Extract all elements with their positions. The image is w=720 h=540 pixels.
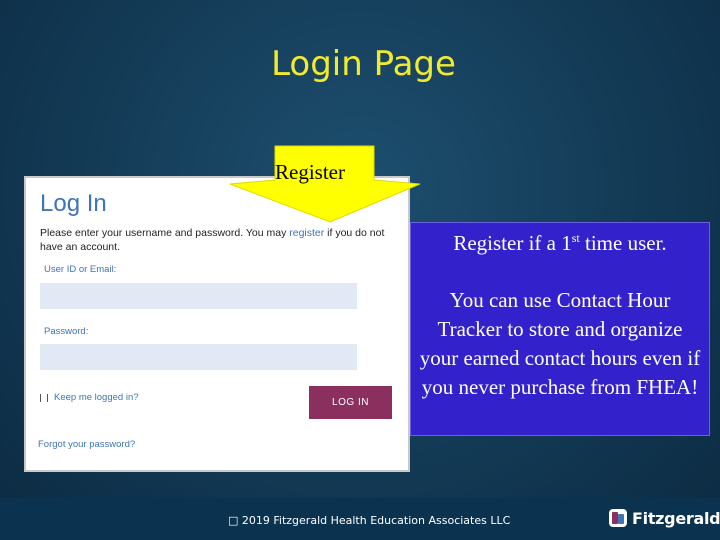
user-id-label: User ID or Email:: [44, 264, 117, 275]
remember-label[interactable]: Keep me logged in?: [54, 392, 139, 403]
info-first-line: [411, 231, 709, 256]
footer: [0, 498, 720, 540]
login-button[interactable]: LOG IN: [309, 386, 392, 419]
copyright-text: □ 2019 Fitzgerald Health Education Associates LLC: [228, 514, 511, 527]
info-box: [410, 222, 710, 436]
register-link[interactable]: register: [289, 227, 325, 239]
password-label: Password:: [44, 326, 89, 337]
login-heading: Log In: [40, 190, 107, 217]
info-line1-suffix: time user.: [579, 231, 667, 255]
fitzgerald-logo: [608, 508, 720, 528]
info-line1-prefix: Register if a 1: [453, 231, 572, 255]
instructions-text-end: if you do not have an account.: [40, 227, 385, 253]
forgot-password-link[interactable]: Forgot your password?: [38, 439, 136, 450]
callout-label: Register: [275, 160, 345, 184]
logo-text: Fitzgerald: [632, 508, 720, 528]
slide-title: Login Page: [271, 44, 456, 84]
info-line1-sup: st: [571, 231, 580, 245]
info-body: You can use Contact Hour Tracker to store and organize your earned contact hours even if you never purchase from FHEA!: [419, 288, 701, 399]
fitzgerald-logo-icon: [608, 508, 628, 528]
instructions-text: Please enter your username and password. You may: [40, 227, 290, 239]
